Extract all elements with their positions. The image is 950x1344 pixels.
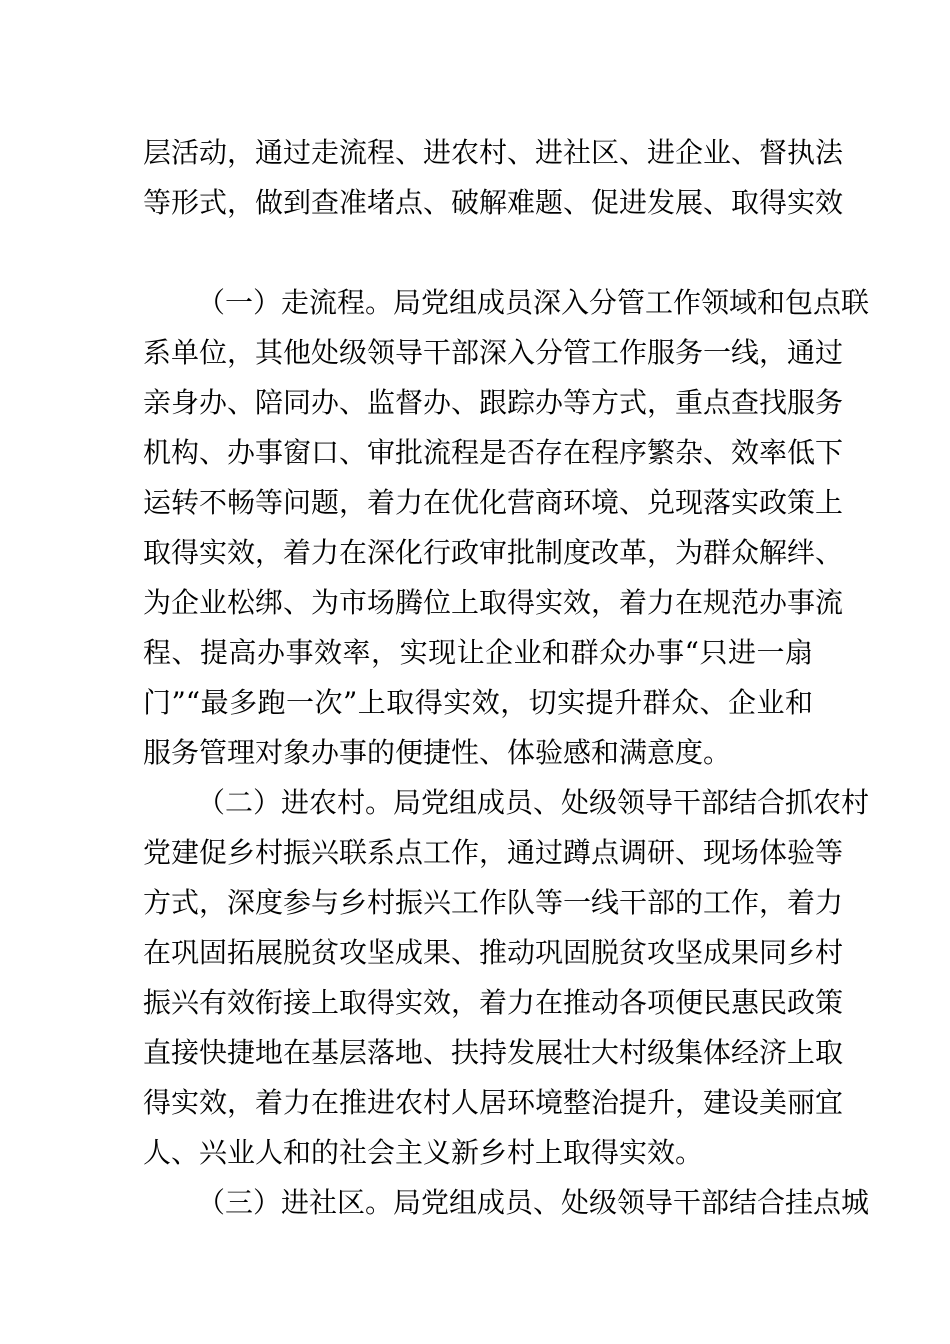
paragraph-line: 人、兴业人和的社会主义新乡村上取得实效。 [143,1136,704,1169]
paragraph-line: 等形式，做到查准堵点、破解难题、促进发展、取得实效 [143,186,844,219]
paragraph-line: 振兴有效衔接上取得实效，着力在推动各项便民惠民政策 [143,986,844,1019]
paragraph-line: 层活动，通过走流程、进农村、进社区、进企业、督执法 [143,136,844,169]
paragraph-line: 取得实效，着力在深化行政审批制度改革，为群众解绊、 [143,536,844,569]
paragraph-line: 程、提高办事效率，实现让企业和群众办事“只进一扇 [143,636,813,669]
section-heading-line: （二）进农村。局党组成员、处级领导干部结合抓农村 [197,786,870,819]
paragraph-line: 方式，深度参与乡村振兴工作队等一线干部的工作，着力 [143,886,844,919]
paragraph-line: 机构、办事窗口、审批流程是否存在程序繁杂、效率低下 [143,436,844,469]
paragraph-line: 服务管理对象办事的便捷性、体验感和满意度。 [143,736,732,769]
paragraph-line: 亲身办、陪同办、监督办、跟踪办等方式，重点查找服务 [143,386,844,419]
paragraph-line: 为企业松绑、为市场腾位上取得实效，着力在规范办事流 [143,586,844,619]
paragraph-line: 得实效，着力在推进农村人居环境整治提升，建设美丽宜 [143,1086,844,1119]
paragraph-line: 在巩固拓展脱贫攻坚成果、推动巩固脱贫攻坚成果同乡村 [143,936,844,969]
paragraph-line: 党建促乡村振兴联系点工作，通过蹲点调研、现场体验等 [143,836,844,869]
paragraph-line: 系单位，其他处级领导干部深入分管工作服务一线，通过 [143,336,844,369]
paragraph-line: 门”“最多跑一次”上取得实效，切实提升群众、企业和 [143,686,813,719]
section-heading-line: （一）走流程。局党组成员深入分管工作领域和包点联 [197,286,870,319]
paragraph-line: 直接快捷地在基层落地、扶持发展壮大村级集体经济上取 [143,1036,844,1069]
paragraph-line: 运转不畅等问题，着力在优化营商环境、兑现落实政策上 [143,486,844,519]
section-heading-line: （三）进社区。局党组成员、处级领导干部结合挂点城 [197,1186,870,1219]
